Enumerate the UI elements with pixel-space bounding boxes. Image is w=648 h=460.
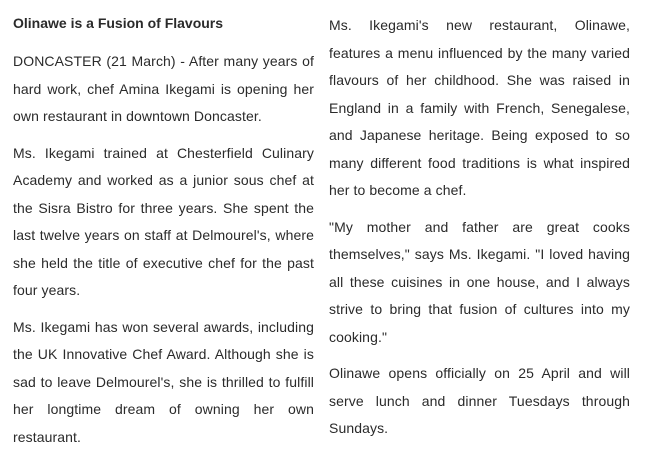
- article-right-column: [329, 12, 630, 460]
- article-paragraph: Ms. Ikegami's new restaurant, Olinawe, features a menu influenced by the many varied flavours of her childhood. She was raised in England in a family with French, Senegalese, and Japanese heritage. Being exposed to so many different food traditions is what inspired her to become a chef.: [329, 17, 630, 198]
- article-paragraph: "My mother and father are great cooks themselves," says Ms. Ikegami. "I loved having all these cuisines in one house, and I always strive to bring that fusion of cultures into my cooking.": [329, 218, 630, 345]
- article-paragraph: Ms. Ikegami has won several awards, including the UK Innovative Chef Award. Although she is sad to leave Delmourel's, she is thrilled to fulfill her longtime dream of owning her own restaurant.: [13, 318, 314, 445]
- article-paragraph: DONCASTER (21 March) - After many years of hard work, chef Amina Ikegami is opening her own restaurant in downtown Doncaster.: [13, 53, 314, 124]
- article-title: Olinawe is a Fusion of Flavours: [13, 15, 224, 31]
- news-article: [13, 12, 630, 460]
- article-paragraph: Olinawe opens officially on 25 April and will serve lunch and dinner Tuesdays through Sundays.: [329, 365, 630, 436]
- article-left-column: [13, 12, 314, 460]
- article-paragraph: Ms. Ikegami trained at Chesterfield Culinary Academy and worked as a junior sous chef at the Sisra Bistro for three years. She spent the last twelve years on staff at Delmourel's, where she held the title of executive chef for the past four years.: [13, 144, 314, 298]
